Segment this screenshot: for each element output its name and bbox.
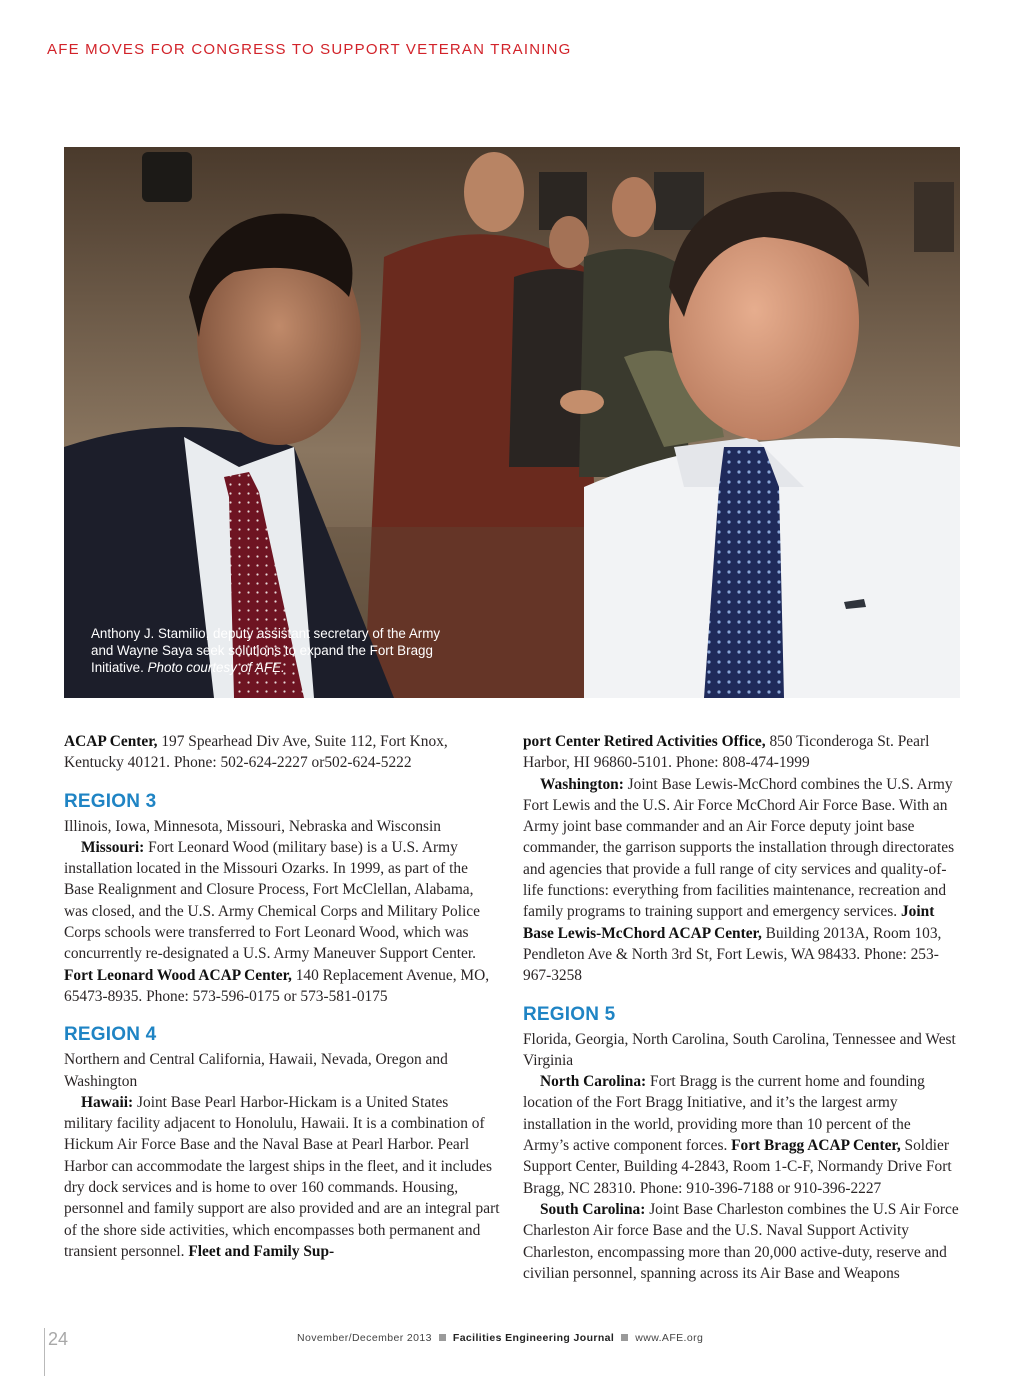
footer-issue: November/December 2013 [297,1332,432,1344]
south-carolina-lead: South Carolina: [540,1200,646,1218]
body-text: Soldier Support Center, Building 4-2843, Room 1-C-F, Normandy Drive Fort Bragg, NC 28310. Phone: 910-396-7188 or 910-396-2227 [523,1137,952,1197]
body-text: Joint Base Charleston combines the U.S Air Force Charleston Air force Base and the U.S. Naval Support Activity Charleston, encompassing more than 20,000 active-duty, reserve and civilian personnel, spanning across its Air Base and Weapons [523,1200,959,1282]
caption-text: Anthony J. Stamilio, deputy assistant secretary of the Army and Wayne Saya seek solutions to expand the Fort Bragg Initiative. [91,626,441,675]
washington-lead: Washington: [540,775,624,793]
body-text: Building 2013A, Room 103, Pendleton Ave & North 3rd St, Fort Lewis, WA 98433. Phone: 253-967-3258 [523,924,942,985]
body-text: Joint Base Lewis-McChord combines the U.S. Army Fort Lewis and the U.S. Air Force McChord Air Force Base. With an Army joint base commander and an Air Force deputy joint base commander, the garrison supports the installation through directorates and agencies that provide a full range of city services and quality-of-life functions: everything from facilities maintenance, recreation and family programs to training support and emergency services. [523,775,955,921]
page-number: 24 [48,1329,69,1349]
region-4-states: Northern and Central California, Hawaii, Nevada, Oregon and Washington [64,1051,448,1090]
region-4-heading: REGION 4 [64,1024,157,1046]
region-3-states: Illinois, Iowa, Minnesota, Missouri, Nebraska and Wisconsin [64,817,441,835]
hawaii-lead: Hawaii: [81,1093,134,1111]
body-text: Joint Base Pearl Harbor-Hickam is a United States military facility adjacent to Honolulu, Hawaii. It is a combination of Hickum Air Force Base and the Naval Base at Pearl Harbor. Pearl Harbor can accommodate the largest ships in the fleet, and it includes dry dock services and is home to over 160 commands. Housing, personnel and family support are also provided and are an integral part of the shore side activities, which encompasses both permanent and transient personnel. [64,1093,500,1260]
right-column [523,731,959,1284]
bold-name: Fleet and Family Sup- [188,1242,335,1260]
body-text: 850 Ticonderoga St. Pearl Harbor, HI 96860-5101. Phone: 808-474-1999 [523,733,930,772]
page-footer [297,1332,703,1344]
bold-lead: port Center Retired Activities Office, [523,733,766,750]
photo-caption [91,625,451,676]
square-bullet-icon [621,1334,628,1341]
body-text: Fort Bragg is the current home and founding location of the Fort Bragg Initiative, and it’s the largest army installation in the world, providing more than 10 percent of the Army’s active component forces. [523,1073,925,1155]
pearl-harbor-paragraph [523,731,959,774]
region-3-heading: REGION 3 [64,790,157,812]
page-header-title: AFE MOVES FOR CONGRESS TO SUPPORT VETERAN TRAINING [47,41,572,58]
missouri-lead: Missouri: [81,838,145,856]
folio-rule [44,1328,45,1376]
caption-credit: Photo courtesy of AFE. [147,660,285,675]
acap-center-paragraph [64,731,500,774]
square-bullet-icon [439,1334,446,1341]
north-carolina-paragraph [523,1071,959,1199]
region-5-heading: REGION 5 [523,1003,616,1025]
left-column [64,731,500,1262]
region-5-states: Florida, Georgia, North Carolina, South Carolina, Tennessee and West Virginia [523,1030,956,1069]
washington-paragraph [523,774,959,987]
hawaii-paragraph [64,1092,500,1262]
footer-journal: Facilities Engineering Journal [452,1332,615,1344]
north-carolina-lead: North Carolina: [540,1073,647,1091]
bold-name: Fort Leonard Wood ACAP Center, [64,966,292,984]
south-carolina-paragraph [523,1199,959,1284]
body-text: 197 Spearhead Div Ave, Suite 112, Fort Knox, Kentucky 40121. Phone: 502-624-2227 or502-624-5222 [64,733,448,772]
photo-illustration [64,147,960,698]
bold-lead: ACAP Center, [64,733,158,750]
bold-name: Fort Bragg ACAP Center, [731,1137,901,1155]
missouri-paragraph [64,837,500,1007]
body-text: Fort Leonard Wood (military base) is a U.S. Army installation located in the Missouri Ozarks. In 1999, as part of the Base Realignment and Closure Process, Fort McClellan, Alabama, was closed, and the U.S. Army Chemical Corps and Military Police Corps schools were transferred to Fort Leonard Wood, which was concurrently re-designated a U.S. Army Maneuver Support Center. [64,838,480,963]
bold-name: Joint Base Lewis-McChord ACAP Center, [523,903,935,942]
feature-photo [64,147,960,698]
body-text: 140 Replacement Avenue, MO, 65473-8935. Phone: 573-596-0175 or 573-581-0175 [64,966,490,1005]
footer-url: www.AFE.org [635,1332,704,1344]
